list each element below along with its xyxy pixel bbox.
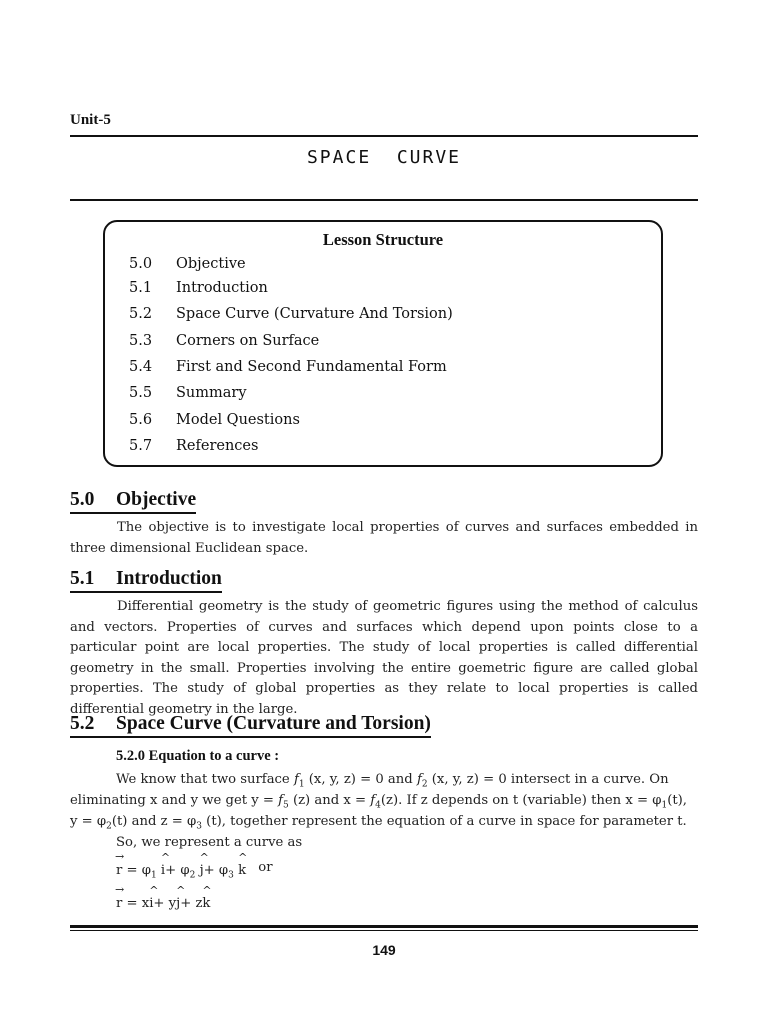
- subsection-heading: 5.2.0 Equation to a curve :: [116, 748, 280, 764]
- unit-vector-i: ^ i: [149, 896, 153, 911]
- function-symbol: f: [278, 793, 284, 808]
- section-number: 5.0: [70, 489, 95, 510]
- lesson-item: [129, 280, 268, 296]
- function-symbol: f: [293, 772, 299, 787]
- vector-equation-2: → r = x^ i+ y^ j+ z^ k: [116, 896, 210, 911]
- vector-r: → r: [116, 863, 122, 878]
- subscript: 5: [283, 800, 289, 811]
- lesson-item: [129, 359, 447, 375]
- text-run: We know that two surface: [116, 772, 290, 787]
- lesson-item-label: References: [176, 438, 259, 454]
- lesson-structure-title: Lesson Structure: [322, 230, 444, 249]
- lesson-item-number: 5.1: [129, 280, 153, 296]
- lesson-item-number: 5.6: [129, 412, 153, 428]
- subscript: 4: [375, 800, 381, 811]
- subscript: 1: [661, 800, 668, 811]
- or-label: or: [258, 860, 273, 875]
- lesson-item-number: 5.3: [129, 333, 153, 349]
- lesson-item-number: 5.2: [129, 306, 153, 322]
- text-run: (t) and z = φ: [111, 814, 197, 829]
- unit-vector-k: ^ k: [238, 863, 246, 878]
- function-symbol: f: [416, 772, 422, 787]
- subscript: 3: [196, 821, 202, 832]
- vector-equation-1: → $r = \varphi_1$ ^ $i+ \varphi_2$ ^ $j+ \varphi_3$ ^ k or: [116, 863, 273, 881]
- text-run: (x, y, z) = 0 intersect in a curve. On: [427, 772, 669, 787]
- page-number: 149: [372, 942, 396, 958]
- unit-vector-j: ^ j: [176, 896, 180, 911]
- subscript: 2: [106, 821, 112, 832]
- lesson-item: [129, 438, 258, 454]
- text-run: (t),: [667, 793, 687, 808]
- header-rule-top: [70, 135, 698, 137]
- text-run: (z) and x =: [288, 793, 371, 808]
- text-run: (x, y, z) = 0 and: [304, 772, 413, 787]
- section-title: Introduction: [116, 568, 222, 589]
- equation-text-line-3: [70, 814, 687, 832]
- lesson-item-number: 5.4: [129, 359, 153, 375]
- lesson-item-label: Corners on Surface: [176, 333, 320, 349]
- introduction-paragraph: Differential geometry is the study of geometric figures using the method of calculus and vectors. Properties of curves and surfaces which depend upon points close to a particular point are local properties. The study of local properties is called differential geometry in the small. Properties involving the entire goemetric figure are called global properties. The study of global properties as they relate to local properties is called differential geometry in the large.: [70, 599, 698, 717]
- lesson-item-label: First and Second Fundamental Form: [176, 359, 447, 375]
- section-title: Objective: [116, 489, 197, 510]
- section-heading-space-curve: [70, 713, 431, 738]
- section-title: Space Curve (Curvature and Torsion): [116, 713, 431, 734]
- section-heading-objective: [70, 489, 196, 514]
- lesson-item-number: 5.7: [129, 438, 153, 454]
- lesson-item-label: Summary: [176, 385, 247, 401]
- text-run: y = φ: [70, 814, 107, 829]
- lesson-item-number: 5.5: [129, 385, 153, 401]
- text-run: (t), together represent the equation of a curve in space for parameter t.: [201, 814, 687, 829]
- equation-text-line-1: [116, 772, 669, 790]
- chapter-title: SPACE CURVE: [306, 147, 462, 168]
- subscript: 2: [421, 779, 428, 790]
- header-rule-bottom: [70, 199, 698, 201]
- lesson-structure-box: [103, 220, 663, 467]
- lesson-item-label: Objective: [176, 256, 246, 272]
- function-symbol: f: [370, 793, 376, 808]
- footer-rule-thin: [70, 930, 698, 931]
- subscript: 1: [298, 779, 305, 790]
- vector-r: → r: [116, 896, 122, 911]
- text-run: eliminating x and y we get y =: [70, 793, 279, 808]
- equation-text-line-4: So, we represent a curve as: [116, 835, 303, 850]
- unit-label: Unit-5: [70, 112, 111, 128]
- objective-paragraph: The objective is to investigate local properties of curves and surfaces embedded in three dimensional Euclidean space.: [70, 520, 698, 556]
- equation-text-line-2: [70, 793, 687, 811]
- lesson-item-label: Introduction: [176, 280, 268, 296]
- lesson-item-label: Space Curve (Curvature And Torsion): [176, 306, 453, 322]
- lesson-item-label: Model Questions: [176, 412, 300, 428]
- lesson-item: [129, 256, 246, 272]
- unit-vector-j: ^ j: [200, 863, 204, 878]
- lesson-item: [129, 385, 247, 401]
- lesson-item: [129, 306, 453, 322]
- section-number: 5.1: [70, 568, 95, 589]
- lesson-item: [129, 333, 319, 349]
- lesson-item-number: 5.0: [129, 256, 153, 272]
- text-run: (z). If z depends on t (variable) then x = φ: [380, 793, 662, 808]
- section-heading-introduction: [70, 568, 222, 593]
- unit-vector-k: ^ k: [202, 896, 210, 911]
- lesson-item: [129, 412, 300, 428]
- footer-rule-thick: [70, 925, 698, 928]
- section-number: 5.2: [70, 713, 95, 734]
- unit-vector-i: ^ i: [161, 863, 165, 878]
